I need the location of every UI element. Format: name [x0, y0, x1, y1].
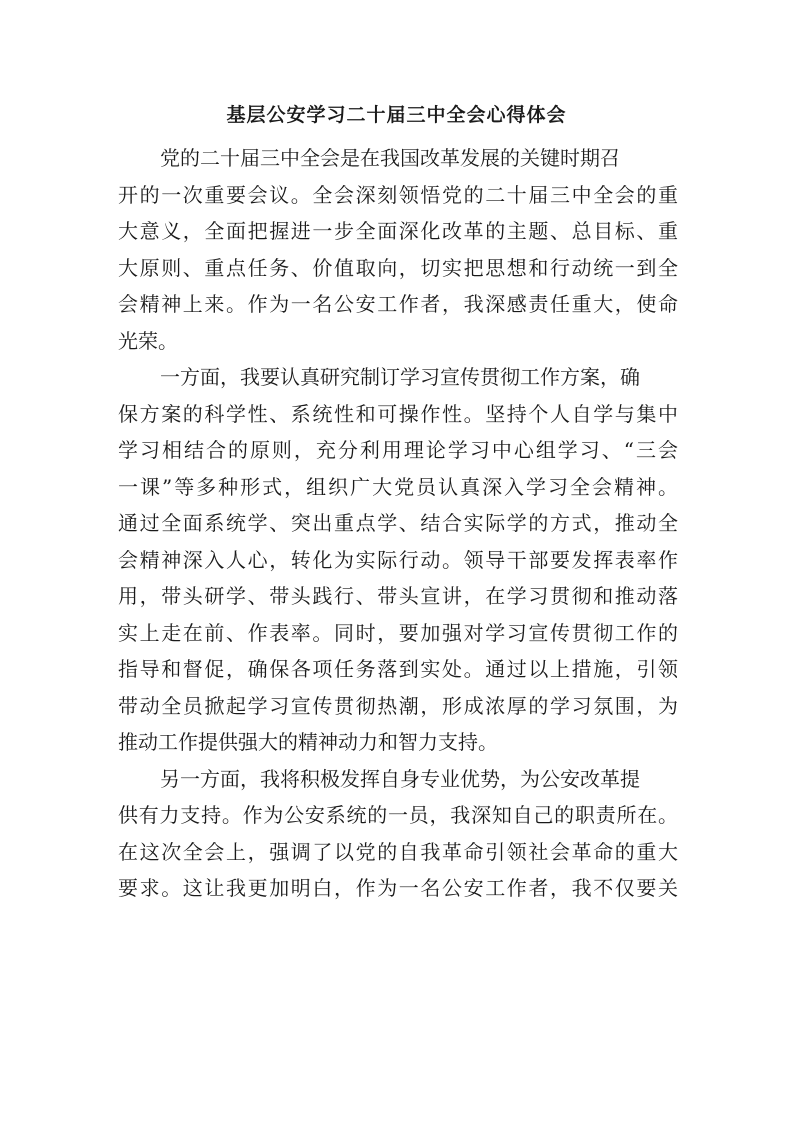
text-line: 通过全面系统学、突出重点学、结合实际学的方式，推动全 [118, 511, 678, 535]
document-title: 基层公安学习二十届三中全会心得体会 [226, 104, 567, 126]
text-line: 另一方面，我将积极发挥自身专业优势，为公安改革提 [160, 766, 640, 791]
paragraph-2 [118, 359, 678, 761]
text-line: 带动全员掀起学习宣传贯彻热潮，形成浓厚的学习氛围，为 [118, 693, 678, 718]
text-line: 用，带头研学、带头践行、带头宣讲，在学习贯彻和推动落 [118, 584, 678, 608]
text-line: 大意义，全面把握进一步全面深化改革的主题、总目标、重 [118, 219, 678, 243]
paragraph-1 [118, 140, 678, 359]
text-line: 大原则、重点任务、价值取向，切实把思想和行动统一到全 [118, 255, 678, 280]
text-line: 在这次全会上，强调了以党的自我革命引领社会革命的重大 [118, 839, 678, 864]
text-line: 一方面，我要认真研究制订学习宣传贯彻工作方案，确 [160, 365, 640, 389]
text-line: 光荣。 [118, 328, 178, 353]
text-line: 推动工作提供强大的精神动力和智力支持。 [118, 730, 498, 754]
text-line: 供有力支持。作为公安系统的一员，我深知自己的职责所在。 [118, 803, 678, 827]
document-body [118, 140, 678, 907]
text-line: 学习相结合的原则，充分利用理论学习中心组学习、“三会 [118, 438, 678, 462]
text-line: 一课”等多种形式，组织广大党员认真深入学习全会精神。 [118, 474, 678, 499]
text-line: 党的二十届三中全会是在我国改革发展的关键时期召 [160, 146, 620, 170]
paragraph-3 [118, 761, 678, 907]
text-line: 会精神深入人心，转化为实际行动。领导干部要发挥表率作 [118, 547, 678, 572]
text-line: 会精神上来。作为一名公安工作者，我深感责任重大，使命 [118, 292, 678, 316]
text-line: 实上走在前、作表率。同时，要加强对学习宣传贯彻工作的 [118, 620, 678, 645]
text-line: 指导和督促，确保各项任务落到实处。通过以上措施，引领 [118, 657, 678, 681]
text-line: 要求。这让我更加明白，作为一名公安工作者，我不仅要关 [118, 876, 678, 900]
text-line: 开的一次重要会议。全会深刻领悟党的二十届三中全会的重 [118, 182, 678, 207]
text-line: 保方案的科学性、系统性和可操作性。坚持个人自学与集中 [118, 401, 678, 426]
